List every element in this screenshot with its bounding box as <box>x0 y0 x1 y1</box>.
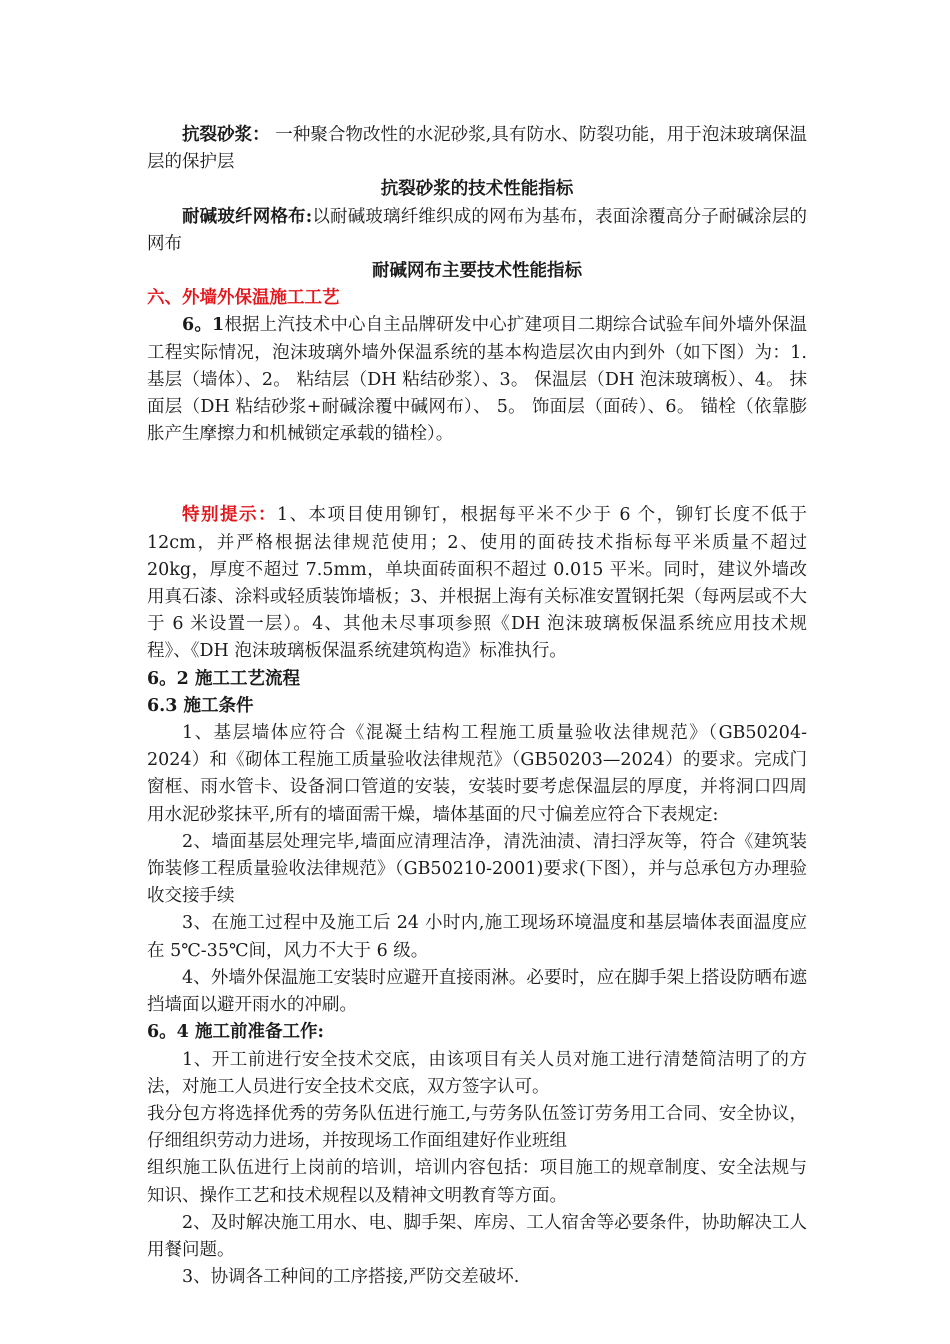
mesh-desc: 以耐碱玻璃纤维织成的网布为基布，表面涂覆高分子耐碱涂层的网布 <box>147 206 807 254</box>
section-6-4-item: 2、及时解决施工用水、电、脚手架、库房、工人宿舍等必要条件，协助解决工人用餐问题。 <box>147 1212 807 1260</box>
mesh-definition <box>147 204 807 258</box>
anti-crack-term: 抗裂砂浆： <box>182 125 270 145</box>
spacer <box>147 448 807 502</box>
section-6-4-item: 1、开工前进行安全技术交底，由该项目有关人员对施工进行清楚简洁明了的方法，对施工人员进行安全技术交底，双方签字认可。 <box>147 1049 807 1097</box>
mesh-term: 耐碱玻纤网格布: <box>182 206 313 227</box>
section-6-3-item: 1、基层墙体应符合《混凝土结构工程施工质量验收法律规范》（GB50204-2024）和《砌体工程施工质量验收法律规范》（GB50203—2024）的要求。完成门窗框、雨水管卡、设备洞口管道的安装，安装时要考虑保温层的厚度，并将洞口四周用水泥砂浆抹平,所有的墙面需干燥，墙体基面的尺寸偏差应符合下表规定: <box>147 723 807 825</box>
special-notice-text: 1、本项目使用铆钉，根据每平米不少于 6 个，铆钉长度不低于 12cm，并严格根据法律规范使用；2、使用的面砖技术指标每平米质量不超过 20kg，厚度不超过 7.5mm，单块面砖面积不超过 0.015 平米。同时，建议外墙改用真石漆、涂料或轻质装饰墙板；3、并根据上海有关标准安置钢托架（每两层或不大于 6 米设置一层）。4、其他未尽事项参照《DH 泡沫玻璃板保温系统应用技术规程》、《DH 泡沫玻璃板保温系统建筑构造》标准执行。 <box>147 505 807 662</box>
section-6-3-item: 4、外墙外保温施工安装时应避开直接雨淋。必要时，应在脚手架上搭设防晒布遮挡墙面以避开雨水的冲刷。 <box>147 967 807 1016</box>
special-notice <box>147 502 807 665</box>
anti-crack-desc: 一种聚合物改性的水泥砂浆,具有防水、防裂功能，用于泡沫玻璃保温层的保护层 <box>147 125 808 173</box>
anti-crack-definition <box>147 122 807 176</box>
section-6-1-number: 6。1 <box>182 315 225 336</box>
section-6-4-heading: 6。4 施工前准备工作: <box>147 1022 324 1043</box>
section-6-4-paragraph: 我分包方将选择优秀的劳务队伍进行施工,与劳务队伍签订劳务用工合同、安全协议，仔细组织劳动力进场，并按现场工作面组建好作业班组 <box>147 1103 807 1152</box>
document-page <box>147 122 807 1291</box>
anti-crack-table-title: 抗裂砂浆的技术性能指标 <box>380 179 574 200</box>
section-6-1-paragraph <box>147 312 807 448</box>
special-notice-label: 特别提示： <box>182 505 277 526</box>
section-6-3-item: 2、墙面基层处理完毕,墙面应清理洁净，清洗油渍、清扫浮灰等，符合《建筑装饰装修工程质量验收法律规范》（GB50210-2001)要求(下图），并与总承包方办理验收交接手续 <box>147 831 807 907</box>
section-6-1-text: 根据上汽技术中心自主品牌研发中心扩建项目二期综合试验车间外墙外保温工程实际情况，泡沫玻璃外墙外保温系统的基本构造层次由内到外（如下图）为：1. 基层（墙体）、2。 粘结层（DH 粘结砂浆）、3。 保温层（DH 泡沫玻璃板）、4。 抹面层（DH 粘结砂浆+耐碱涂覆中碱网布）、 5。 饰面层（面砖）、6。 锚栓（依靠膨胀产生摩擦力和机械锁定承载的锚栓）。 <box>147 315 808 445</box>
section-6-heading: 六、外墙外保温施工工艺 <box>147 288 340 309</box>
mesh-table-title: 耐碱网布主要技术性能指标 <box>372 261 582 282</box>
section-6-4-item: 3、协调各工种间的工序搭接,严防交差破坏. <box>182 1267 520 1288</box>
section-6-2-heading: 6。2 施工工艺流程 <box>147 668 300 689</box>
section-6-3-heading: 6.3 施工条件 <box>147 695 254 716</box>
section-6-3-item: 3、在施工过程中及施工后 24 小时内,施工现场环境温度和基层墙体表面温度应在 5℃-35℃间，风力不大于 6 级。 <box>147 913 807 961</box>
section-6-4-paragraph: 组织施工队伍进行上岗前的培训，培训内容包括：项目施工的规章制度、安全法规与知识、操作工艺和技术规程以及精神文明教育等方面。 <box>147 1158 807 1206</box>
